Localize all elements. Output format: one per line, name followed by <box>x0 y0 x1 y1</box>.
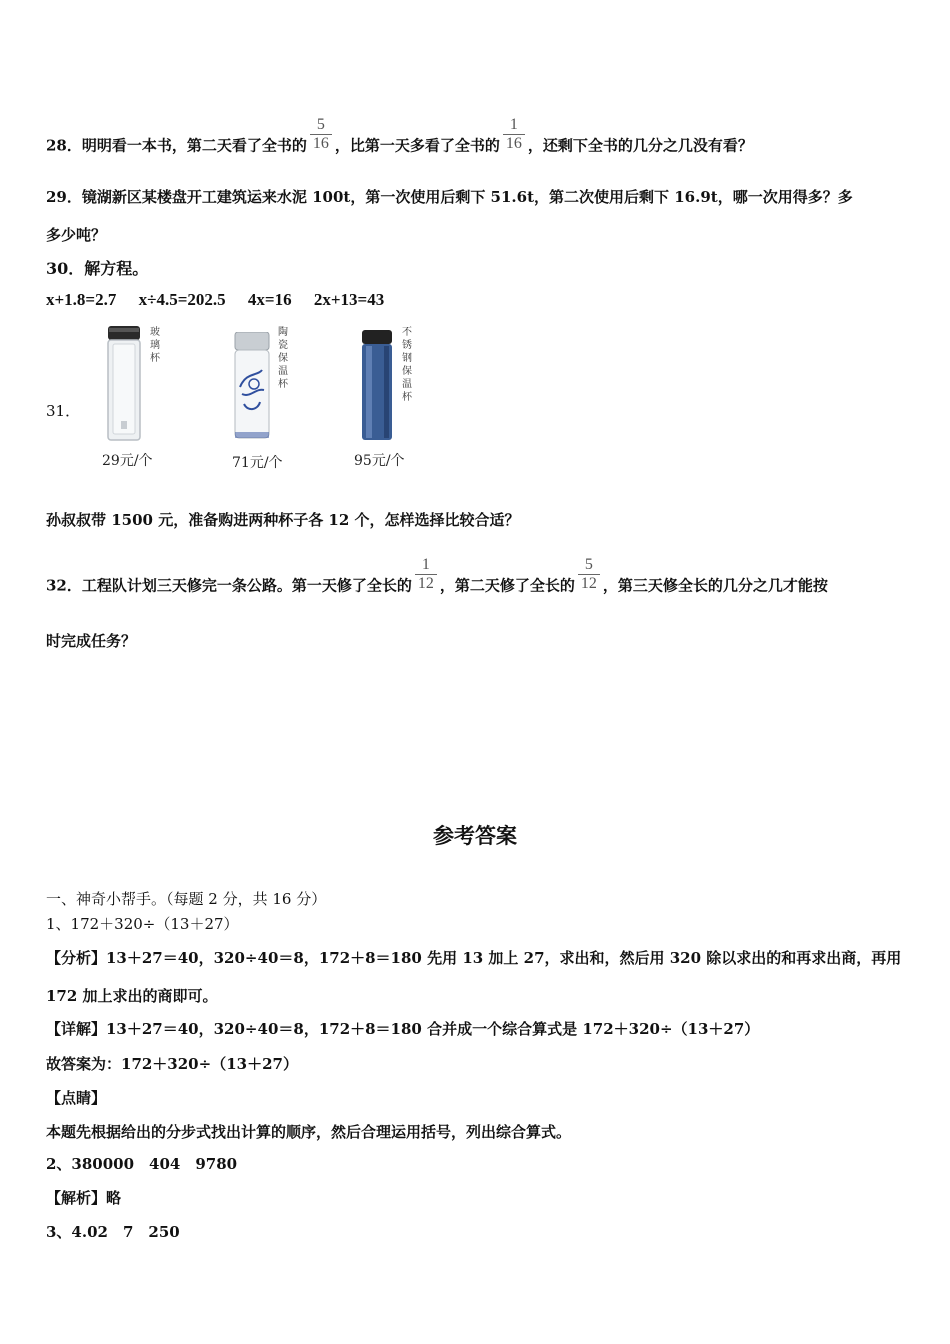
q28-suffix: ，还剩下全书的几分之几没有看？ <box>527 136 753 155</box>
question-29-line2: 多少吨？ <box>46 226 107 244</box>
question-32-line2: 时完成任务？ <box>46 632 137 650</box>
answer-3: 3、4.02 7 250 <box>46 1223 180 1241</box>
fraction-1-12: $\frac{1}{12}$ <box>414 568 438 605</box>
answer-1-analysis-cont: 172 加上求出的商即可。 <box>46 987 218 1005</box>
answer-2-analysis: 【解析】略 <box>46 1189 122 1207</box>
answer-2: 2、380000 404 9780 <box>46 1155 238 1173</box>
q32-suffix: ，第三天修全长的几分之几才能按 <box>602 576 828 595</box>
answer-1-note: 本题先根据给出的分步式找出计算的顺序，然后合理运用括号，列出综合算式。 <box>46 1123 572 1141</box>
question-32 <box>46 556 828 605</box>
cup-label-steel: 不锈钢保温杯 <box>402 327 412 403</box>
question-30-title: 30．解方程。 <box>46 259 149 278</box>
steel-cup-image <box>358 330 398 444</box>
price-ceramic: 71元/个 <box>232 455 283 471</box>
ceramic-cup-image <box>232 332 272 442</box>
price-glass: 29元/个 <box>102 453 153 469</box>
q32-prefix: 32．工程队计划三天修完一条公路。第一天修了全长的 <box>46 576 412 595</box>
equation-1: x+1.8=2.7 <box>46 290 117 309</box>
answer-1-result: 故答案为：172＋320÷（13＋27） <box>46 1055 298 1073</box>
q32-middle: ，第二天修了全长的 <box>439 576 575 595</box>
cup-label-ceramic: 陶瓷保温杯 <box>278 327 288 390</box>
q28-middle: ，比第一天多看了全书的 <box>334 136 500 155</box>
answers-section: 一、神奇小帮手。（每题 2 分，共 16 分） <box>46 890 327 908</box>
question-29-line1: 29．镜湖新区某楼盘开工建筑运来水泥 100t，第一次使用后剩下 51.6t，第二次使用后剩下 16.9t，哪一次用得多？多 <box>46 188 853 206</box>
answer-1-note-title: 【点睛】 <box>46 1089 107 1107</box>
fraction-1-16: $\frac{1}{16}$ <box>502 128 526 165</box>
equation-2: x÷4.5=202.5 <box>138 290 226 309</box>
answer-1: 1、172＋320÷（13＋27） <box>46 915 239 933</box>
equation-3: 4x=16 <box>247 290 292 309</box>
price-steel: 95元/个 <box>354 453 405 469</box>
answer-1-detail: 【详解】13＋27＝40，320÷40＝8，172＋8＝180 合并成一个综合算式是 172＋320÷（13＋27） <box>46 1020 760 1038</box>
fraction-5-16: $\frac{5}{16}$ <box>309 128 333 165</box>
equation-4: 2x+13=43 <box>313 290 385 309</box>
glass-cup-image <box>104 326 144 444</box>
cup-label-glass: 玻璃杯 <box>150 327 160 364</box>
cups-figure <box>46 322 446 482</box>
question-31-number: 31． <box>46 402 81 420</box>
answer-1-analysis: 【分析】13＋27＝40，320÷40＝8，172＋8＝180 先用 13 加上 27，求出和，然后用 320 除以求出的和再求出商，再用 <box>46 949 902 967</box>
answers-title: 参考答案 <box>433 824 517 848</box>
q28-prefix: 28．明明看一本书，第二天看了全书的 <box>46 136 307 155</box>
question-31-text: 孙叔叔带 1500 元，准备购进两种杯子各 12 个，怎样选择比较合适？ <box>46 511 520 529</box>
question-28 <box>46 116 753 165</box>
fraction-5-12: $\frac{5}{12}$ <box>577 568 601 605</box>
equation-list <box>46 290 384 310</box>
